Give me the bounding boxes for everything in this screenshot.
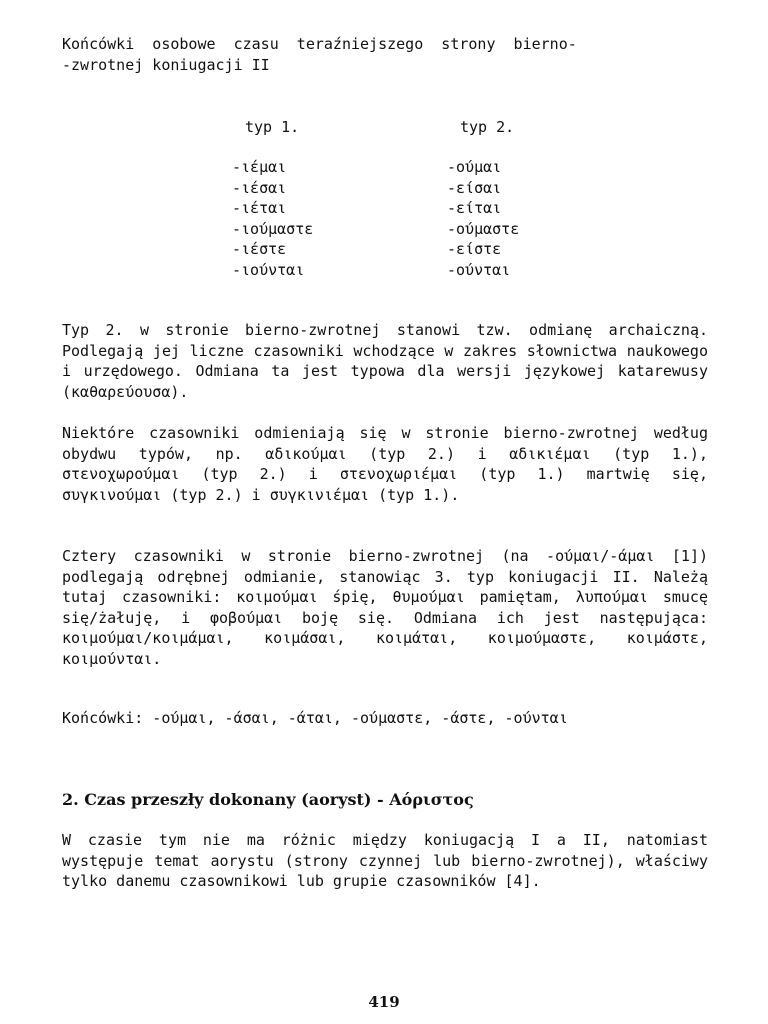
ending-type2: -ούμαι (447, 158, 502, 176)
type2-endings (447, 157, 519, 280)
type1-endings (232, 157, 313, 280)
type2-header: typ 2. (460, 118, 515, 136)
section-heading-aorist: 2. Czas przeszły dokonany (aoryst) - Αόριστος (62, 790, 474, 809)
ending-type2: -είται (447, 199, 502, 217)
paragraph-four-verbs: Cztery czasowniki w stronie bierno-zwrotnej (na -ούμαι/-άμαι [1]) podlegają odrębnej odmianie, stanowiąc 3. typ koniugacji II. Należą tutaj czasowniki: κοιμούμαι śpię, θυμούμαι pamiętam, λυπούμαι smucę się/żałuję, i φοβούμαι boję się. Odmiana ich jest następująca: κοιμούμαι/κοιμάμαι, κοιμάσαι, κοιμάται, κοιμούμαστε, κοιμάστε, κοιμούνται. (62, 547, 708, 668)
ending-type1: -ιούμαστε (232, 219, 314, 238)
ending-type1: -ιούνται (232, 260, 305, 279)
ending-type1: -ιέται (232, 199, 287, 217)
ending-type2: -ούμαστε (447, 219, 520, 238)
ending-type1: -ιέσαι (232, 178, 287, 197)
intro-text (62, 34, 708, 75)
paragraph-both-types: Niektóre czasowniki odmieniają się w stronie bierno-zwrotnej według obydwu typów, np. αδικούμαι (typ 2.) i αδικιέμαι (typ 1.), στενοχωρούμαι (typ 2.) i στενοχωριέμαι (typ 1.) martwię się, συγκινούμαι (typ 2.) i συγκινιέμαι (typ 1.). (62, 424, 708, 504)
paragraph-endings: Końcówki: -ούμαι, -άσαι, -άται, -ούμαστε, -άστε, -ούνται (62, 709, 568, 727)
type1-header: typ 1. (245, 118, 300, 136)
ending-type1: -ιέμαι (232, 158, 287, 176)
ending-type2: -είσαι (447, 178, 502, 197)
ending-type2: -είστε (447, 240, 502, 258)
paragraph-type2-archaic: Typ 2. w stronie bierno-zwrotnej stanowi tzw. odmianę archaiczną. Podlegają jej liczne czasowniki wchodzące w zakres słownictwa naukowego i urzędowego. Odmiana ta jest typowa dla wersji językowej katarewusy (καθαρεύουσα). (62, 321, 708, 401)
page-number: 419 (368, 993, 400, 1011)
ending-type2: -ούνται (447, 260, 511, 279)
ending-type1: -ιέστε (232, 240, 287, 258)
paragraph-aorist: W czasie tym nie ma różnic między koniugacją I a II, natomiast występuje temat aorystu (strony czynnej lub bierno-zwrotnej), właściwy tylko danemu czasownikowi lub grupie czasowników [4]. (62, 831, 708, 890)
intro-line-1: Końcówki osobowe czasu teraźniejszego strony bierno- (62, 35, 577, 53)
intro-line-2: -zwrotnej koniugacji II (62, 55, 270, 74)
